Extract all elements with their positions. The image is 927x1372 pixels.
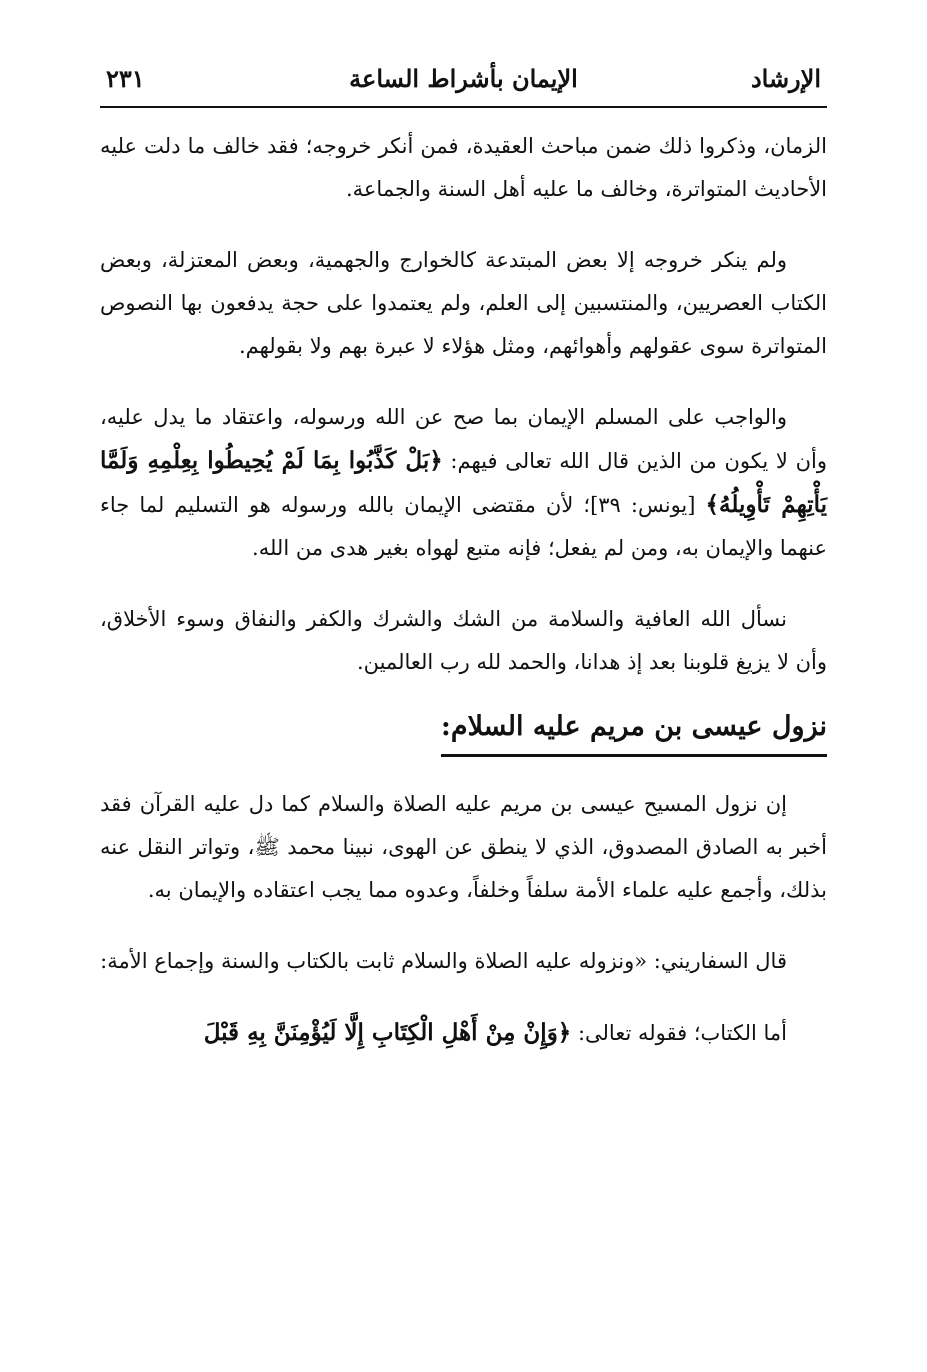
paragraph-3-text-a: والواجب على المسلم الإيمان بما صح عن الله ورسوله، واعتقاد ما يدل عليه، وأن لا يكون من الذين قال الله تعالى فيهم: — [100, 405, 827, 473]
paragraph-gap — [100, 983, 827, 1011]
paragraph-gap — [100, 570, 827, 598]
paragraph-7 — [100, 1011, 827, 1055]
paragraph-7-text: أما الكتاب؛ فقوله تعالى: — [571, 1021, 787, 1045]
book-title: الإرشاد — [750, 64, 821, 93]
page-number: ٢٣١ — [106, 64, 145, 93]
page-header — [100, 58, 827, 108]
quran-verse-yunus: ﴿بَلْ كَذَّبُوا بِمَا لَمْ يُحِيطُوا بِعِلْمِهِ وَلَمَّا يَأْتِهِمْ تَأْوِيلُهُ﴾ — [100, 447, 827, 518]
section-title-wrap — [100, 684, 827, 783]
paragraph-gap — [100, 211, 827, 239]
paragraph-5: إن نزول المسيح عيسى بن مريم عليه الصلاة والسلام كما دل عليه القرآن فقد أخبر به الصادق المصدوق، الذي لا ينطق عن الهوى، نبينا محمد ﷺ، وتواتر النقل عنه بذلك، وأجمع عليه علماء الأمة سلفاً وخلفاً، وعدوه مما يجب اعتقاده والإيمان به. — [100, 792, 827, 902]
paragraph-3 — [100, 396, 827, 570]
paragraph-gap — [100, 912, 827, 940]
paragraph-6: قال السفاريني: «ونزوله عليه الصلاة والسلام ثابت بالكتاب والسنة وإجماع الأمة: — [100, 949, 787, 973]
quran-verse-nisa: ﴿وَإِنْ مِنْ أَهْلِ الْكِتَابِ إِلَّا لَيُؤْمِنَنَّ بِهِ قَبْلَ — [203, 1019, 572, 1046]
section-title: نزول عيسى بن مريم عليه السلام: — [441, 704, 827, 757]
chapter-title: الإيمان بأشراط الساعة — [349, 64, 578, 93]
page-body — [100, 125, 827, 1055]
paragraph-4: نسأل الله العافية والسلامة من الشك والشرك والكفر والنفاق وسوء الأخلاق، وأن لا يزيغ قلوبنا بعد إذ هدانا، والحمد لله رب العالمين. — [100, 607, 827, 674]
paragraph-2: ولم ينكر خروجه إلا بعض المبتدعة كالخوارج والجهمية، وبعض المعتزلة، وبعض الكتاب العصريين، والمنتسبين إلى العلم، ولم يعتمدوا على حجة يدفعون بها النصوص المتواترة سوى عقولهم وأهوائهم، ومثل هؤلاء لا عبرة بهم ولا بقولهم. — [100, 248, 827, 358]
paragraph-3-text-b: [يونس: ٣٩]؛ لأن مقتضى الإيمان بالله ورسوله هو التسليم لما جاء عنهما والإيمان به، ومن لم يفعل؛ فإنه متبع لهواه بغير هدى من الله. — [100, 493, 827, 560]
paragraph-gap — [100, 368, 827, 396]
paragraph-1: الزمان، وذكروا ذلك ضمن مباحث العقيدة، فمن أنكر خروجه؛ فقد خالف ما دلت عليه الأحاديث المتواترة، وخالف ما عليه أهل السنة والجماعة. — [100, 134, 827, 201]
